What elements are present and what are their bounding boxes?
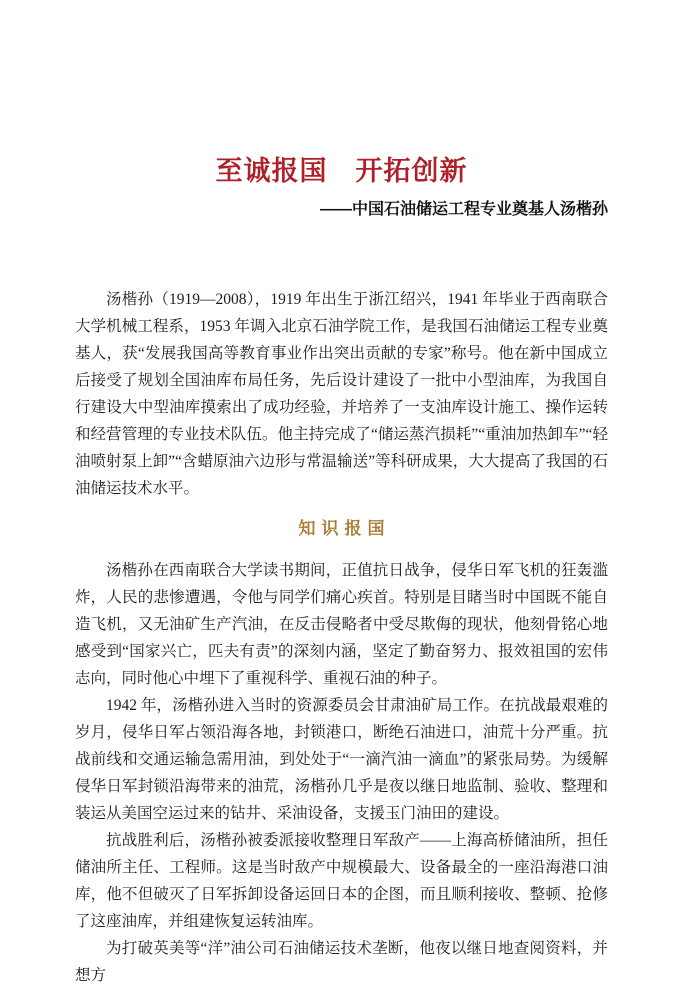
- intro-paragraph: 汤楷孙（1919—2008），1919 年出生于浙江绍兴，1941 年毕业于西南联合大学机械工程系，1953 年调入北京石油学院工作，是我国石油储运工程专业奠基人，获“发展我国高等教育事业作出突出贡献的专家”称号。他在新中国成立后接受了规划全国油库布局任务，先后设计建设了一批中小型油库，为我国自行建设大中型油库摸索出了成功经验，并培养了一支油库设计施工、操作运转和经营管理的专业技术队伍。他主持完成了“储运蒸汽损耗”“重油加热卸车”“轻油喷射泵上卸”“含蜡原油六边形与常温输送”等科研成果，大大提高了我国的石油储运技术水平。: [75, 291, 608, 497]
- body-paragraph: 汤楷孙在西南联合大学读书期间，正值抗日战争，侵华日军飞机的狂轰滥炸，人民的悲惨遭遇，令他与同学们痛心疾首。特别是目睹当时中国既不能自造飞机，又无油矿生产汽油，在反击侵略者中受尽欺侮的现状，他刻骨铭心地感受到“国家兴亡，匹夫有责”的深刻内涵，坚定了勤奋努力、报效祖国的宏伟志向，同时他心中埋下了重视科学、重视石油的种子。: [75, 562, 608, 687]
- intro-block: [75, 286, 608, 502]
- body-paragraph: 抗战胜利后，汤楷孙被委派接收整理日军敌产——上海高桥储油所，担任储油所主任、工程师。这是当时敌产中规模最大、设备最全的一座沿海港口油库，他不但破灭了日军拆卸设备运回日本的企图，而且顺利接收、整顿、抢修了这座油库，并组建恢复运转油库。: [75, 832, 608, 930]
- section-paragraphs: [75, 557, 608, 989]
- section-heading: 知识报国: [298, 519, 391, 538]
- body-paragraph: 1942 年，汤楷孙进入当时的资源委员会甘肃油矿局工作。在抗战最艰难的岁月，侵华日军占领沿海各地，封锁港口，断绝石油进口，油荒十分严重。抗战前线和交通运输急需用油，到处处于“一滴汽油一滴血”的紧张局势。为缓解侵华日军封锁沿海带来的油荒，汤楷孙几乎是夜以继日地监制、验收、整理和装运从美国空运过来的钻井、采油设备，支援玉门油田的建设。: [75, 697, 608, 822]
- article-title: 至诚报国 开拓创新: [215, 156, 468, 186]
- article-subtitle: ——中国石油储运工程专业奠基人汤楷孙: [319, 201, 608, 218]
- body-paragraph: 为打破英美等“洋”油公司石油储运技术垄断，他夜以继日地查阅资料，并想方: [75, 940, 608, 984]
